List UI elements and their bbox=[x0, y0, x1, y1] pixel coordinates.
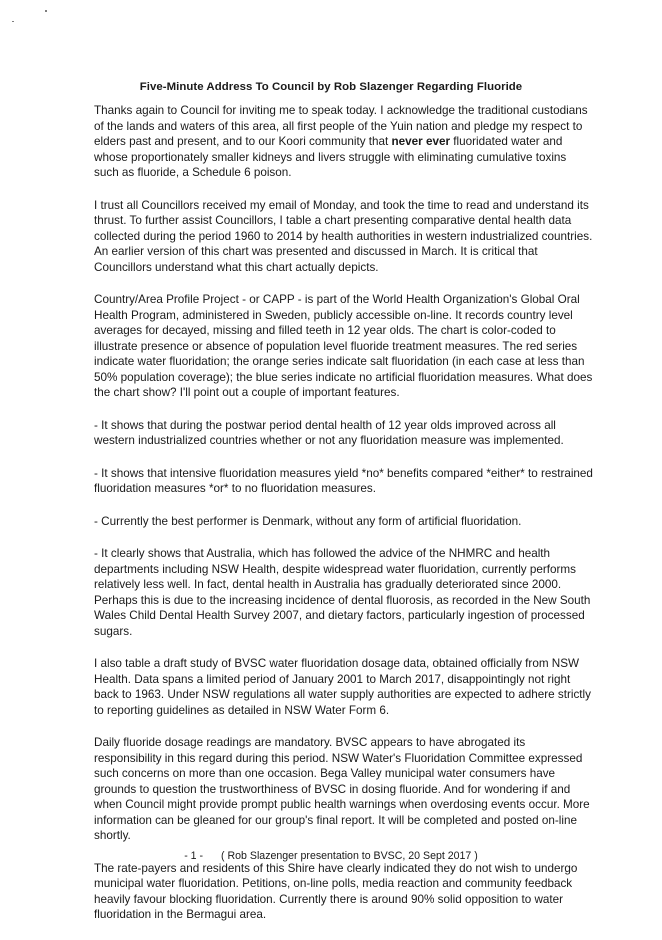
paragraph-point-australia: - It clearly shows that Australia, which has followed the advice of the NHMRC and health departments including NSW Health, despite widespread water fluoridation, currently performs relatively less well. In fact, dental health in Australia has gradually deteriorated since 2000. Perhaps this is due to the increasing incidence of dental fluorosis, as recorded in the New South Wales Child Dental Health Survey 2007, and dietary factors, particularly ingestion of processed sugars. bbox=[94, 547, 591, 638]
scan-speck bbox=[12, 21, 14, 22]
paragraph-point-postwar: - It shows that during the postwar period dental health of 12 year olds improved across all western industrialized countries whether or not any fluoridation measure was implemented. bbox=[94, 418, 564, 447]
page-number: - 1 - bbox=[184, 850, 204, 862]
paragraph-text: Thanks again to Council for inviting me to speak today. I acknowledge the traditional custodians of the lands and waters of this area, all first people of the Yuin nation and pledge my respect to elders past and present, and to our Koori community that bbox=[94, 104, 588, 148]
paragraph-point-denmark: - Currently the best performer is Denmark, without any form of artificial fluoridation. bbox=[94, 514, 522, 528]
document-body bbox=[94, 103, 594, 940]
paragraph-dosage-study: I also table a draft study of BVSC water fluoridation dosage data, obtained officially from NSW Health. Data spans a limited period of January 2001 to March 2017, disappointingly not right back to 1963. Under NSW regulations all water supply authorities are expected to adhere strictly to reporting guidelines as detailed in NSW Water Form 6. bbox=[94, 657, 591, 717]
paragraph-point-no-benefit: - It shows that intensive fluoridation measures yield *no* benefits compared *either* to restrained fluoridation measures *or* to no fluoridation measures. bbox=[94, 466, 593, 495]
paragraph-capp: Country/Area Profile Project - or CAPP - is part of the World Health Organization's Global Oral Health Program, administered in Sweden, publicly accessible on-line. It records country level averages for decayed, missing and filled teeth in 12 year olds. The chart is color-coded to illustrate presence or absence of population level fluoride treatment measures. The red series indicate water fluoridation; the orange series indicate salt fluoridation (in each case at less than 50% population coverage); the blue series indicate no artificial fluoridation measures. What does the chart show? I'll point out a couple of important features. bbox=[94, 293, 593, 399]
paragraph-email: I trust all Councillors received my email of Monday, and took the time to read and understand its thrust. To further assist Councillors, I table a chart presenting comparative dental health data collected during the period 1960 to 2014 by health authorities in western industrialized countries. An earlier version of this chart was presented and discussed in March. It is critical that Councillors understand what this chart actually depicts. bbox=[94, 198, 593, 274]
paragraph-acknowledgement bbox=[94, 103, 594, 181]
paragraph-text: fluoridated water and whose proportionately smaller kidneys and livers struggle with eliminating cumulative toxins such as fluoride, a Schedule 6 poison. bbox=[94, 135, 567, 179]
footer-caption: ( Rob Slazenger presentation to BVSC, 20 Sept 2017 ) bbox=[221, 850, 478, 862]
scan-speck bbox=[45, 10, 47, 12]
page-footer bbox=[0, 850, 662, 862]
emphasis-text: never ever bbox=[391, 135, 451, 148]
document-title: Five-Minute Address To Council by Rob Slazenger Regarding Fluoride bbox=[139, 81, 523, 93]
paragraph-daily-readings: Daily fluoride dosage readings are mandatory. BVSC appears to have abrogated its responsibility in this regard during this period. NSW Water's Fluoridation Committee expressed such concerns on more than one occasion. Bega Valley municipal water consumers have grounds to question the trustworthiness of BVSC in dosing fluoride. And for wondering if and when Council might provide prompt public health warnings when overdosing events occur. More information can be gleaned for our group's final report. It will be completed and posted on-line shortly. bbox=[94, 736, 590, 842]
paragraph-opposition: The rate-payers and residents of this Shire have clearly indicated they do not wish to undergo municipal water fluoridation. Petitions, on-line polls, media reaction and community feedback heavily favour blocking fluoridation. Currently there is around 90% solid opposition to water fluoridation in the Bermagui area. bbox=[94, 861, 578, 921]
